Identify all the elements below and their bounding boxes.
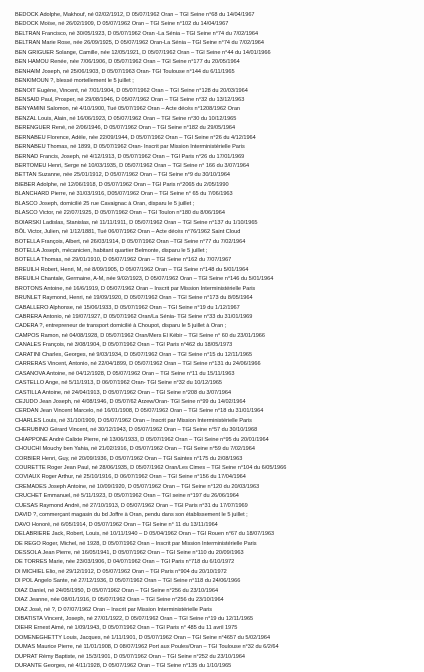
person-record-line: BELTRAN Marie Rose, née 26/09/1925, D 05/07/1962 Oran-La Sénia – TGI Seine n°74 du 7/02/1964 — [15, 40, 264, 47]
person-record-line: BRUNLET Raymond, Henri, né 19/09/1920, D 05/07/1962 Oran – TGI Seine n°173 du 8/05/1964 — [15, 295, 253, 302]
person-record-line: CASTILLA Antoine, né 24/04/1913, D 05/07/1962 Oran – TGI Seine n°208 du 3/07/1964 — [15, 389, 232, 396]
person-record-line: BENSAID Paul, Prosper, né 29/08/1946, D 05/07/1962 Oran – TGI Seine n°32 du 13/12/1963 — [15, 96, 245, 103]
person-record-line: CABALLERO Alphonse, né 15/06/1933, D 05/07/1962 Oran – TGI Seine n°19 du 1/12/1967 — [15, 304, 240, 311]
person-record-line: DUPRAT Rémy Baptiste, né 15/3/1901, D 05/07/1962 Oran – TGI Seine n°252 du 23/10/1964 — [15, 653, 246, 660]
person-record-line: BÔL Victor, Julien, né 1/12/1881, Tué 06/07/1962 Oran – Acte décès n°76/1962 Saint Cloud — [15, 229, 241, 236]
person-record-line: DUMAS Maurice Pierre, né 11/01/1908, D 08/07/1962 Port aux Poules/Oran – TGI Toulouse n°32 du 6/2/64 — [15, 644, 279, 651]
person-record-line: DI MICHIEL Elio, né 29/12/1912, D 05/07/1962 Oran – TGI Paris n°904 du 20/10/1972 — [15, 568, 227, 575]
person-record-line: CREMADES Joseph Antoine, né 10/09/1920, D 05/07/1962 Oran – TGI Seine n°120 du 20/03/1963 — [15, 483, 260, 490]
person-record-line: BOTELLA Thomas, né 29/01/1910, D 05/07/1962 Oran – TGI Seine n°162 du 7/07/1967 — [15, 257, 232, 264]
person-record-line: BREUILH Robert, Henri, M, né 8/09/1905, D 05/07/1962 Oran – TGI Seine n°148 du 5/01/1964 — [15, 266, 249, 273]
person-record-line: BERTOMEU Henri, Serge né 10/03/1935, D 05/07/1962 Oran – TGI Seine n° 166 du 3/07/1964 — [15, 163, 250, 169]
person-record-line: BREUILH Chantale, Germaine, A-M, née 9/02/1923, D 05/07/1962 Oran – TGI Seine n°146 du 5/01/1964 — [15, 276, 274, 283]
person-record-line: DOMENEGHETTY Louis, Jacques, né 1/11/1901, D 05/07/1962 Oran – TGI Seine n°4657 du 5/02/1964 — [15, 634, 271, 641]
person-record-line: BOTELLA François, Albert, né 26/03/1914, D 05/07/1962 Oran –TGI Seine n°77 du 7/02/1964 — [15, 238, 246, 245]
person-record-line: CARRERAS Vincent, Antonio, né 22/04/1899, D 05/07/1962 Oran – TGI Seine n°131 du 24/06/1966 — [15, 361, 261, 368]
person-record-line: DURANTE Georges, né 4/11/1928, D 05/07/1962 Oran – TGI Seine n°135 du 1/10/1965 — [15, 663, 232, 670]
person-record-line: CASTELLO Ange, né 5/11/1913, D 06/07/1962 Oran- TGI Seine n°32 du 10/12/1965 — [15, 380, 223, 387]
person-record-line: BETTAN Suzanne, née 25/01/1912, D 05/07/1962 Oran – TGI Seine n°9 du 30/10/1964 — [15, 172, 231, 179]
person-record-line: CHARLES Louis, né 31/10/1909, D 05/07/1962 Oran – Inscrit par Mission Interministérielle Paris — [15, 417, 252, 424]
person-record-line: BEN HAMOU Renée, née 7/06/1906, D 05/07/1962 Oran – TGI Seine n°177 du 20/05/1964 — [15, 59, 240, 66]
person-record-line: CARATINI Charles, Georges, né 9/03/1934, D 05/07/1962 Oran – TGI Seine n°15 du 12/11/1965 — [15, 351, 253, 358]
person-record-line: DAVID ?, commerçant magasin du bd Joffre à Oran, pendu dans son établissement le 5 juillet ; — [15, 512, 248, 519]
person-record-line: CABRERA Antonio, né 19/07/1927, D 05/07/1962 Oran/La Sénia- TGI Seine n°33 du 31/01/1969 — [15, 314, 253, 320]
person-record-line: CHERUBINO Gérard Vincent, né 30/12/1943, D 05/07/1962 Oran – TGI Seine n°57 du 30/10/1968 — [15, 427, 258, 434]
person-record-line: BLASCO Victor, né 22/07/1925, D 05/07/1962 Oran – TGI Toulon n°180 du 8/06/1964 — [15, 210, 225, 217]
person-record-line: BENYAMINI Salomon, né 4/10/1900, Tué 05/07/1962 Oran – Acte décès n°1208/1962 Oran — [15, 106, 241, 113]
person-record-line: DIBATISTA Vincent, Joseph, né 27/01/1922, D 05/07/1962 Oran – TGI Seine n°19 du 12/11/1965 — [15, 616, 254, 622]
person-record-line: CRUCHET Emmanuel, né 5/11/1923, D 05/07/1962 Oran – TGI seine n°197 du 26/06/1964 — [15, 493, 239, 500]
person-record-line: CORBIER Henri, Guy, né 20/09/1936, D 05/07/1962 Oran – TGI Saintes n°175 du 2/08/1963 — [15, 455, 243, 462]
person-record-line: DESSOLA Jean Pierre, né 16/05/1941, D 05/07/1962 Oran – TGI Seine n°110 du 20/09/1963 — [15, 549, 244, 556]
person-record-line: BENHAIM Joseph, né 25/06/1903, D 05/07/1963 Oran- TGI Toulouse n°144 du 6/11/1965 — [15, 68, 235, 75]
person-record-line: COURETTE Roger Jean Paul, né 28/06/1935, D 05/07/1962 Oran/Les Cimes – TGI Seine n°104 du 6/05/1966 — [15, 465, 287, 471]
person-record-line: BLASCO Joseph, domicilié 25 rue Cavaignac à Oran, disparu le 5 juillet ; — [15, 200, 195, 207]
person-record-line: DE REGO Roger, Michel, né 1928, D 05/07/1962 Oran – Inscrit par Mission Interministérielle Paris — [15, 540, 257, 547]
person-record-line: CHIAPPONE André Calixte Pierre, né 13/06/1933, D 05/07/1962 Oran – TGI Seine n°95 du 20/01/1964 — [15, 436, 269, 443]
person-record-line: DE TORRES Marie, née 23/03/1906, D 04/07/1962 Oran – TGI Paris n°718 du 6/10/1972 — [15, 559, 235, 566]
person-record-line: CUESAS Raymond André, né 27/10/1913, D 05/07/1962 Oran – TGI Paris n°31 du 17/07/1969 — [15, 502, 248, 509]
person-record-line: BOIARSKI Ladislas, Stanislas, né 11/11/1911, D 05/07/1962 Oran – TGI Seine n°137 du 1/10/1965 — [15, 219, 258, 226]
person-record-line: CERDAN Jean Vincent Marcelo, né 16/01/1908, D 05/07/1962 Oran – TGI Seine n°18 du 31/01/1964 — [15, 408, 264, 415]
person-record-line: BOTELLA Joseph, mécanicien, habitant quartier Belmonte, disparu le 5 juillet ; — [15, 247, 208, 254]
person-record-line: BENKIMOUN ?, blessé mortellement le 5 juillet ; — [15, 78, 134, 85]
person-record-line: DI POL Angelo Sante, né 27/12/1936, D 05/07/1962 Oran – TGI Seine n°118 du 24/06/1966 — [15, 578, 241, 585]
person-record-line: DELABRIERE Jack, Robert, Louis, né 10/11/1940 – D 05/04/1962 Oran – TGI Rouen n°67 du 18/07/1963 — [15, 531, 275, 538]
person-record-line: DAVO Honoré, né 6/05/1914, D 05/07/1962 Oran – TGI Seine n° 11 du 13/11/1964 — [15, 521, 218, 528]
person-record-line: BEN GRIGUER Solange, Camille, née 12/05/1921, D 05/07/1962 Oran – TGI Seine n°44 du 14/01/1966 — [15, 49, 271, 56]
person-record-line: CEJUDO Jean Joseph, né 4/08/1946, D 05/07/62 Arzew/Oran- TGI Seine n°99 du 14/02/1964 — [15, 398, 246, 405]
person-record-line: DIEHR Ernest Aimé, né 1/09/1943, D 05/07/1962 Oran – TGI Paris n° 485 du 11 avril 1975 — [15, 625, 238, 632]
person-record-line: CADERA ?, entrepreneur de transport domicilié à Choupot, disparu le 5 juillet à Oran ; — [15, 323, 227, 330]
person-record-line: BROTONS Antoine, né 16/6/1919, D 05/07/1962 Oran – Inscrit par Mission Interministérielle Paris — [15, 285, 256, 292]
person-record-line: BELTRAN Francisco, né 30/05/1923, D 05/07/1962 Oran -La Sénia – TGI Seine n°74 du 7/02/1964 — [15, 30, 259, 37]
person-record-line: CASANOVA Antoine, né 04/12/1928, D 05/07/1962 Oran – TGI Seine n°11 du 15/11/1963 — [15, 370, 235, 377]
person-record-line: BERENGUER René, né 2/06/1946, D 05/07/1962 Oran – TGI Seine n°182 du 29/05/1964 — [15, 125, 236, 132]
person-record-line: BERNAD Francis, Joseph, né 4/12/1913, D 05/07/1962 Oran – TGI Paris n°26 du 17/01/1969 — [15, 153, 245, 160]
person-record-line: BERNABEU Florence, Adèle, née 22/09/1944, D 05/07/1962 Oran – TGI Seine n°26 du 4/12/1964 — [15, 134, 256, 141]
person-record-line: BIEBER Adolphe, né 12/06/1918, D 05/07/1962 Oran – TGI Paris n°2065 du 2/05/1990 — [15, 181, 229, 188]
person-record-line: BENZAL Louis, Alain, né 16/06/1923, D 05/07/1962 Oran – TGI Seine n°30 du 10/12/1965 — [15, 115, 237, 122]
person-record-line: CANALES François, né 3/08/1904, D 05/07/1962 Oran – TGI Paris n°462 du 18/05/1973 — [15, 342, 233, 349]
person-record-line: BEDOCK Moïse, né 26/02/1909, D 05/07/1962 Oran – TGI Seine n°102 du 14/04/1967 — [15, 21, 229, 28]
person-record-line: BERNABEU Thomas, né 1899, D 05/07/1962 Oran- Inscrit par Mission Interministérielle Paris — [15, 144, 245, 151]
person-record-line: CAMPOS Ramon, né 04/08/1928, D 05/07/1962 Oran/Mers El Kébir – TGI Seine n° 60 du 23/01/1966 — [15, 332, 265, 339]
person-record-line: BENOIT Eugène, Vincent, né 7/01/1904, D 05/07/1962 Oran – TGI Seine n°128 du 20/03/1964 — [15, 87, 248, 94]
person-record-line: DIAZ José, né ?, D 07/07/1962 Oran – Inscrit par Mission Interministérielle Paris — [15, 606, 213, 613]
person-record-line: DIAZ Jeanne, née 08/01/1916, D 05/07/1962 Oran – TGI Seine n°256 du 23/10/1964 — [15, 597, 224, 604]
person-record-line: BEDOCK Adolphe, Makhouf, né 02/02/1912, D 05/07/1962 Oran – TGI Seine n°68 du 14/04/1967 — [15, 12, 255, 18]
person-record-line: DIAZ Daniel, né 24/05/1950, D 05/07/1962 Oran – TGI Seine n°256 du 23/10/1964 — [15, 587, 219, 594]
person-record-line: COVIAUX Roger Arthur, né 25/10/1916, D 06/07/1962 Oran – TGI Seine n°156 du 17/04/1964 — [15, 474, 246, 481]
person-record-line: CHOUCHI Mouchy ben Yahia, né 21/02/1916, D 05/07/1962 Oran – TGI Seine n°59 du 7/02/1964 — [15, 446, 255, 453]
person-record-line: BLANCHARD Pierre, né 31/03/1916, D05/07/1962 Oran – TGI Seine n° 65 du 7/06/1963 — [15, 191, 233, 198]
person-record-list — [15, 11, 415, 672]
